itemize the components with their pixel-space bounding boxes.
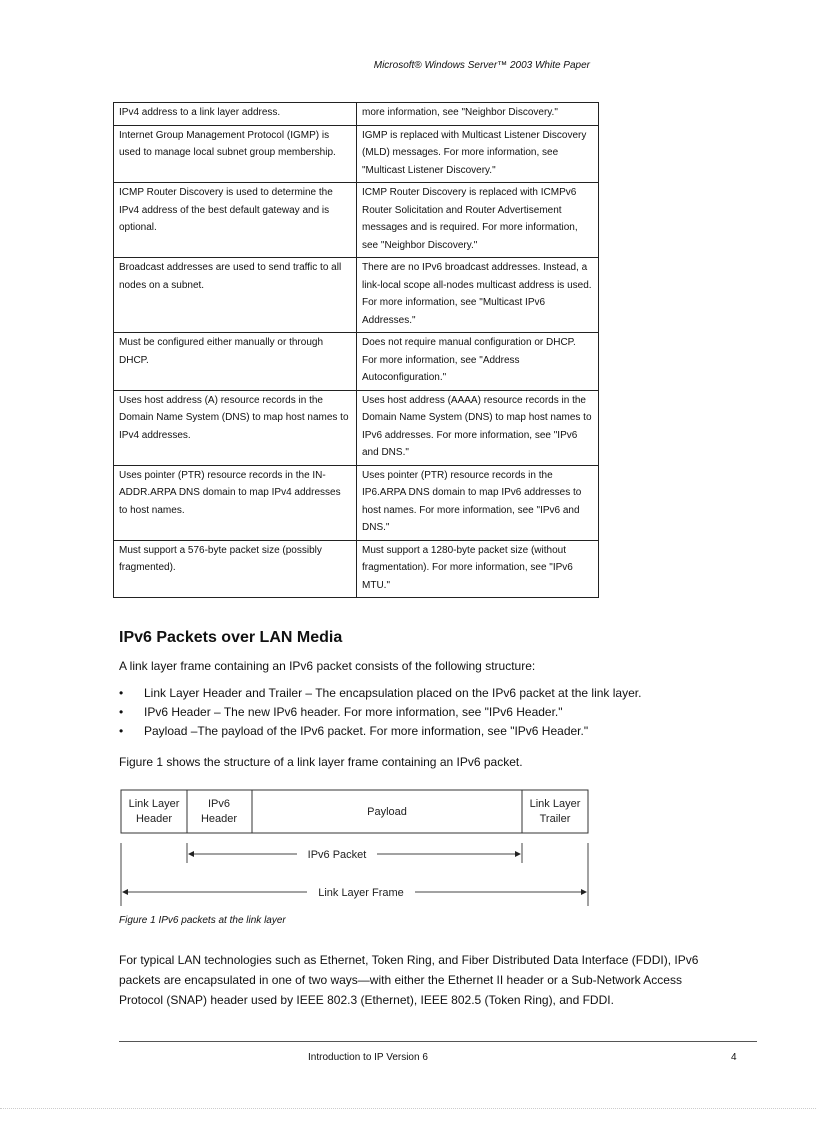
- structure-bullet-list: [119, 684, 641, 741]
- link-layer-trailer-box: [522, 790, 588, 833]
- bullet-text: IPv6 Header – The new IPv6 header. For more information, see "IPv6 Header.": [144, 705, 563, 719]
- section-intro: A link layer frame containing an IPv6 packet consists of the following structure:: [119, 659, 536, 673]
- ipv6-cell: Does not require manual configuration or DHCP. For more information, see "Address Autoconfiguration.": [357, 333, 599, 391]
- link-trailer-label-line2: Trailer: [539, 813, 571, 825]
- link-layer-header-box: [121, 790, 187, 833]
- bullet-text: Payload –The payload of the IPv6 packet. For more information, see "IPv6 Header.": [144, 724, 589, 738]
- list-item: [119, 722, 641, 741]
- ipv4-cell: Must support a 576-byte packet size (possibly fragmented).: [114, 540, 357, 598]
- ipv4-cell: Uses host address (A) resource records in the Domain Name System (DNS) to map host names to IPv4 addresses.: [114, 390, 357, 465]
- page-number: 4: [731, 1052, 737, 1063]
- table-row: [114, 103, 599, 126]
- bullet-icon: •: [119, 724, 124, 738]
- bullet-icon: •: [119, 686, 124, 700]
- table-row: [114, 540, 599, 598]
- link-header-label-line2: Header: [135, 813, 173, 825]
- packet-arrow-right-icon: [515, 851, 521, 857]
- table-row: [114, 125, 599, 183]
- ipv6-cell: ICMP Router Discovery is replaced with ICMPv6 Router Solicitation and Router Advertisement messages and is required. For more information, see "Neighbor Discovery.": [357, 183, 599, 258]
- figure-caption: Figure 1 IPv6 packets at the link layer: [119, 915, 286, 926]
- ipv6-cell: more information, see "Neighbor Discovery.": [357, 103, 599, 126]
- footer-divider: [119, 1041, 757, 1042]
- ipv6-header-box: [187, 790, 252, 833]
- ipv6-cell: IGMP is replaced with Multicast Listener Discovery (MLD) messages. For more information, see "Multicast Listener Discovery.": [357, 125, 599, 183]
- page-edge-divider: [0, 1108, 816, 1109]
- ipv6-header-label-line2: Header: [200, 813, 238, 825]
- table-row: [114, 333, 599, 391]
- list-item: [119, 703, 641, 722]
- table-row: [114, 183, 599, 258]
- link-layer-frame-diagram: [119, 788, 591, 908]
- table-row: [114, 258, 599, 333]
- ipv4-cell: Uses pointer (PTR) resource records in the IN-ADDR.ARPA DNS domain to map IPv4 addresses to host names.: [114, 465, 357, 540]
- table-row: [114, 465, 599, 540]
- ipv4-cell: Internet Group Management Protocol (IGMP) is used to manage local subnet group membership.: [114, 125, 357, 183]
- ipv6-packet-span-label: IPv6 Packet: [307, 849, 367, 861]
- link-header-label-line1: Link Layer: [128, 798, 180, 810]
- link-layer-frame-span-label: Link Layer Frame: [318, 887, 404, 899]
- ipv6-cell: Uses host address (AAAA) resource records in the Domain Name System (DNS) to map host names to IPv6 addresses. For more information, see "IPv6 and DNS.": [357, 390, 599, 465]
- ipv4-ipv6-comparison-table: [113, 102, 599, 598]
- ipv6-cell: There are no IPv6 broadcast addresses. Instead, a link-local scope all-nodes multicast address is used. For more information, see "Multicast IPv6 Addresses.": [357, 258, 599, 333]
- section-title: IPv6 Packets over LAN Media: [119, 629, 343, 646]
- frame-arrow-left-icon: [122, 889, 128, 895]
- link-trailer-label-line1: Link Layer: [529, 798, 581, 810]
- page-header-title: Microsoft® Windows Server™ 2003 White Paper: [373, 60, 590, 71]
- closing-paragraph: For typical LAN technologies such as Ethernet, Token Ring, and Fiber Distributed Data Interface (FDDI), IPv6 packets are encapsulated in one of two ways—with either the Ethernet II header or a Sub-Network Access Protocol (SNAP) header used by IEEE 802.3 (Ethernet), IEEE 802.5 (Token Ring), and FDDI.: [119, 953, 699, 1007]
- table-row: [114, 390, 599, 465]
- ipv6-cell: Must support a 1280-byte packet size (without fragmentation). For more information, see "IPv6 MTU.": [357, 540, 599, 598]
- ipv4-cell: ICMP Router Discovery is used to determine the IPv4 address of the best default gateway and is optional.: [114, 183, 357, 258]
- ipv6-header-label-line1: IPv6: [207, 798, 231, 810]
- bullet-icon: •: [119, 705, 124, 719]
- footer-document-title: Introduction to IP Version 6: [308, 1052, 428, 1063]
- figure-intro: Figure 1 shows the structure of a link layer frame containing an IPv6 packet.: [119, 755, 523, 769]
- payload-label: Payload: [367, 806, 407, 818]
- frame-arrow-right-icon: [581, 889, 587, 895]
- ipv4-cell: Broadcast addresses are used to send traffic to all nodes on a subnet.: [114, 258, 357, 333]
- list-item: [119, 684, 641, 703]
- ipv4-cell: Must be configured either manually or through DHCP.: [114, 333, 357, 391]
- bullet-text: Link Layer Header and Trailer – The encapsulation placed on the IPv6 packet at the link layer.: [144, 686, 642, 700]
- packet-arrow-left-icon: [188, 851, 194, 857]
- ipv6-cell: Uses pointer (PTR) resource records in the IP6.ARPA DNS domain to map IPv6 addresses to host names. For more information, see "IPv6 and DNS.": [357, 465, 599, 540]
- ipv4-cell: IPv4 address to a link layer address.: [114, 103, 357, 126]
